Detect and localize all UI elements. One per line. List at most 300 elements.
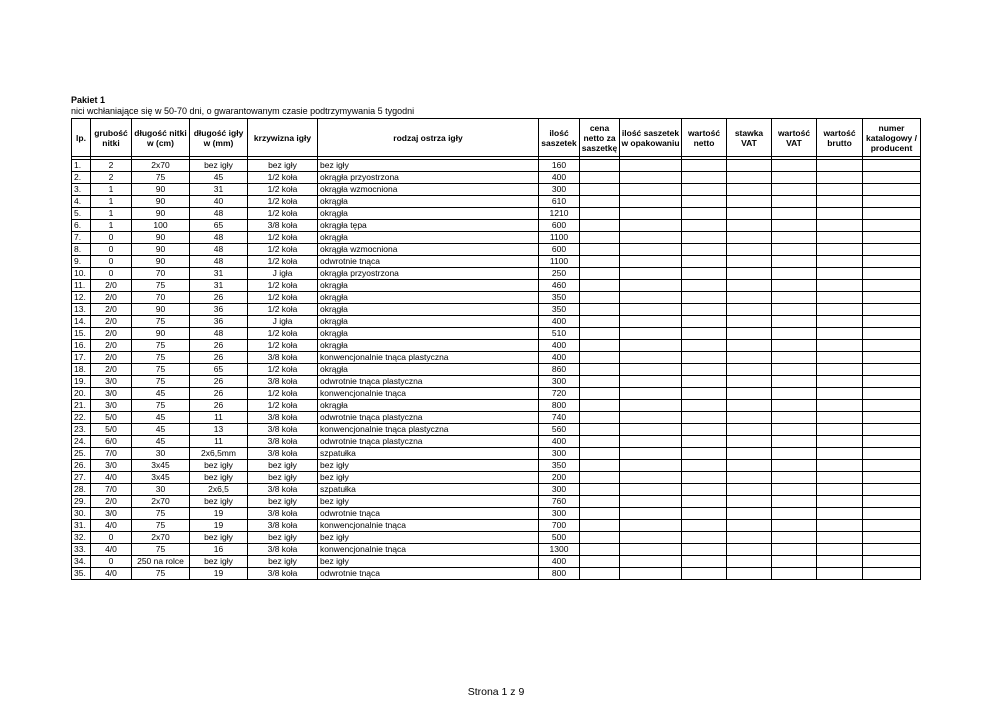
empty-cell (682, 232, 727, 244)
table-cell: 1210 (539, 208, 580, 220)
empty-cell (682, 400, 727, 412)
empty-cell (772, 244, 817, 256)
empty-cell (863, 532, 921, 544)
table-row (72, 208, 921, 220)
table-cell: 1/2 koła (248, 208, 318, 220)
empty-cell (620, 268, 682, 280)
table-cell: 13 (190, 424, 248, 436)
empty-cell (772, 316, 817, 328)
empty-cell (817, 400, 863, 412)
table-cell: 4/0 (91, 520, 132, 532)
empty-cell (682, 328, 727, 340)
empty-cell (863, 328, 921, 340)
table-cell: odwrotnie tnąca plastyczna (318, 412, 539, 424)
table-row (72, 292, 921, 304)
empty-cell (682, 316, 727, 328)
table-cell: 2/0 (91, 328, 132, 340)
price-table (71, 118, 921, 580)
empty-cell (817, 316, 863, 328)
table-row (72, 496, 921, 508)
empty-cell (727, 160, 772, 172)
table-cell: 70 (132, 292, 190, 304)
empty-cell (817, 544, 863, 556)
table-cell: 45 (132, 412, 190, 424)
empty-cell (772, 460, 817, 472)
header-stawka: stawka VAT (727, 119, 772, 157)
table-row (72, 412, 921, 424)
table-cell: 6/0 (91, 436, 132, 448)
table-cell: 1/2 koła (248, 292, 318, 304)
empty-cell (682, 256, 727, 268)
empty-cell (727, 448, 772, 460)
table-cell: 2/0 (91, 304, 132, 316)
table-cell: 1300 (539, 544, 580, 556)
table-cell: szpatułka (318, 484, 539, 496)
table-cell: odwrotnie tnąca (318, 256, 539, 268)
table-row (72, 256, 921, 268)
table-cell: 3/8 koła (248, 520, 318, 532)
empty-cell (817, 436, 863, 448)
empty-cell (772, 160, 817, 172)
table-cell: 1 (91, 196, 132, 208)
table-cell: bez igły (318, 556, 539, 568)
table-row (72, 316, 921, 328)
empty-cell (580, 436, 620, 448)
table-cell: 31. (72, 520, 91, 532)
table-cell: okrągła (318, 304, 539, 316)
table-cell: 32. (72, 532, 91, 544)
header-wartosc-brutto: wartość brutto (817, 119, 863, 157)
empty-cell (727, 304, 772, 316)
table-cell: 2/0 (91, 316, 132, 328)
empty-cell (772, 172, 817, 184)
empty-cell (727, 232, 772, 244)
table-cell: 1/2 koła (248, 256, 318, 268)
empty-cell (863, 184, 921, 196)
header-dlugosc-igly: długość igły w (mm) (190, 119, 248, 157)
empty-cell (727, 400, 772, 412)
empty-cell (620, 532, 682, 544)
empty-cell (620, 196, 682, 208)
table-cell: okrągła (318, 292, 539, 304)
empty-cell (863, 220, 921, 232)
table-cell: konwencjonalnie tnąca plastyczna (318, 424, 539, 436)
table-row (72, 544, 921, 556)
table-cell: 1/2 koła (248, 400, 318, 412)
empty-cell (772, 304, 817, 316)
table-cell: 1 (91, 208, 132, 220)
table-cell: 0 (91, 256, 132, 268)
empty-cell (620, 388, 682, 400)
empty-cell (727, 412, 772, 424)
empty-cell (682, 376, 727, 388)
empty-cell (620, 184, 682, 196)
empty-cell (682, 196, 727, 208)
table-cell: okrągła (318, 316, 539, 328)
table-cell: 1/2 koła (248, 232, 318, 244)
table-cell: 25. (72, 448, 91, 460)
empty-cell (727, 220, 772, 232)
empty-cell (620, 448, 682, 460)
empty-cell (620, 424, 682, 436)
empty-cell (620, 328, 682, 340)
table-cell: 19 (190, 508, 248, 520)
empty-cell (620, 508, 682, 520)
table-cell: 560 (539, 424, 580, 436)
empty-cell (863, 340, 921, 352)
empty-cell (580, 304, 620, 316)
table-cell: 1/2 koła (248, 184, 318, 196)
table-row (72, 172, 921, 184)
table-cell: 1/2 koła (248, 280, 318, 292)
empty-cell (817, 364, 863, 376)
empty-cell (580, 232, 620, 244)
table-row (72, 160, 921, 172)
table-cell: 30 (132, 484, 190, 496)
empty-cell (620, 340, 682, 352)
table-cell: 90 (132, 232, 190, 244)
table-cell: 7/0 (91, 448, 132, 460)
table-row (72, 424, 921, 436)
empty-cell (580, 208, 620, 220)
table-cell: 0 (91, 232, 132, 244)
empty-cell (620, 472, 682, 484)
empty-cell (817, 556, 863, 568)
empty-cell (620, 544, 682, 556)
table-cell: 28. (72, 484, 91, 496)
table-cell: 90 (132, 244, 190, 256)
table-cell: 26 (190, 292, 248, 304)
table-cell: 26. (72, 460, 91, 472)
empty-cell (817, 460, 863, 472)
table-cell: 14. (72, 316, 91, 328)
empty-cell (863, 268, 921, 280)
table-cell: odwrotnie tnąca (318, 568, 539, 580)
empty-cell (682, 472, 727, 484)
table-cell: 48 (190, 244, 248, 256)
empty-cell (727, 364, 772, 376)
table-cell: 2/0 (91, 364, 132, 376)
table-cell: 3x45 (132, 460, 190, 472)
table-cell: 8. (72, 244, 91, 256)
table-cell: 160 (539, 160, 580, 172)
table-cell: 2/0 (91, 340, 132, 352)
table-cell: okrągła (318, 280, 539, 292)
table-cell: 36 (190, 304, 248, 316)
table-cell: bez igły (190, 532, 248, 544)
empty-cell (817, 508, 863, 520)
empty-cell (580, 196, 620, 208)
empty-cell (682, 460, 727, 472)
table-cell: 400 (539, 352, 580, 364)
empty-cell (817, 268, 863, 280)
table-cell: bez igły (248, 160, 318, 172)
table-row (72, 244, 921, 256)
empty-cell (620, 244, 682, 256)
table-cell: konwencjonalnie tnąca plastyczna (318, 352, 539, 364)
table-cell: odwrotnie tnąca plastyczna (318, 376, 539, 388)
empty-cell (727, 268, 772, 280)
empty-cell (772, 208, 817, 220)
empty-cell (863, 460, 921, 472)
empty-cell (682, 280, 727, 292)
empty-cell (727, 568, 772, 580)
empty-cell (580, 532, 620, 544)
table-cell: 11 (190, 436, 248, 448)
empty-cell (620, 376, 682, 388)
table-cell: 90 (132, 256, 190, 268)
empty-cell (682, 292, 727, 304)
table-cell: 26 (190, 340, 248, 352)
empty-cell (580, 268, 620, 280)
empty-cell (772, 280, 817, 292)
table-row (72, 340, 921, 352)
table-cell: bez igły (190, 556, 248, 568)
table-row (72, 184, 921, 196)
table-cell: 3/0 (91, 400, 132, 412)
empty-cell (620, 436, 682, 448)
empty-cell (863, 304, 921, 316)
empty-cell (727, 244, 772, 256)
empty-cell (727, 508, 772, 520)
table-cell: 45 (132, 424, 190, 436)
empty-cell (580, 412, 620, 424)
empty-cell (863, 256, 921, 268)
table-cell: 1 (91, 184, 132, 196)
table-cell: 3/0 (91, 508, 132, 520)
table-cell: 610 (539, 196, 580, 208)
table-cell: 70 (132, 268, 190, 280)
header-dlugosc-nitki: długość nitki w (cm) (132, 119, 190, 157)
empty-cell (620, 256, 682, 268)
table-cell: bez igły (318, 160, 539, 172)
table-cell: 75 (132, 352, 190, 364)
table-cell: 2. (72, 172, 91, 184)
table-body (72, 160, 921, 580)
table-row (72, 448, 921, 460)
table-cell: 7/0 (91, 484, 132, 496)
table-row (72, 472, 921, 484)
table-row (72, 364, 921, 376)
table-cell: 0 (91, 268, 132, 280)
empty-cell (580, 328, 620, 340)
empty-cell (580, 172, 620, 184)
empty-cell (682, 412, 727, 424)
table-row (72, 520, 921, 532)
table-cell: 7. (72, 232, 91, 244)
empty-cell (863, 208, 921, 220)
empty-cell (817, 472, 863, 484)
empty-cell (817, 196, 863, 208)
table-cell: 1100 (539, 256, 580, 268)
empty-cell (727, 376, 772, 388)
table-cell: 0 (91, 244, 132, 256)
empty-cell (580, 508, 620, 520)
table-cell: konwencjonalnie tnąca (318, 544, 539, 556)
empty-cell (682, 436, 727, 448)
empty-cell (580, 556, 620, 568)
table-cell: 11 (190, 412, 248, 424)
table-cell: 3/0 (91, 388, 132, 400)
header-ilosc-opak: ilość saszetek w opakowaniu (620, 119, 682, 157)
empty-cell (817, 256, 863, 268)
table-row (72, 436, 921, 448)
table-cell: J igła (248, 268, 318, 280)
table-cell: 45 (132, 388, 190, 400)
empty-cell (727, 556, 772, 568)
table-cell: 23. (72, 424, 91, 436)
empty-cell (772, 388, 817, 400)
table-cell: 400 (539, 340, 580, 352)
table-cell: bez igły (248, 460, 318, 472)
empty-cell (682, 184, 727, 196)
table-cell: 600 (539, 220, 580, 232)
empty-cell (863, 436, 921, 448)
empty-cell (727, 532, 772, 544)
empty-cell (727, 184, 772, 196)
empty-cell (682, 364, 727, 376)
table-cell: 36 (190, 316, 248, 328)
table-cell: 4/0 (91, 544, 132, 556)
empty-cell (727, 256, 772, 268)
table-cell: okrągła (318, 340, 539, 352)
table-cell: 2 (91, 172, 132, 184)
table-cell: 3/8 koła (248, 424, 318, 436)
table-cell: okrągła tępa (318, 220, 539, 232)
empty-cell (620, 220, 682, 232)
table-cell: 75 (132, 172, 190, 184)
table-cell: okrągła (318, 400, 539, 412)
table-cell: 12. (72, 292, 91, 304)
table-cell: 2/0 (91, 352, 132, 364)
empty-cell (772, 568, 817, 580)
table-cell: 75 (132, 316, 190, 328)
empty-cell (727, 424, 772, 436)
empty-cell (772, 352, 817, 364)
table-cell: 600 (539, 244, 580, 256)
table-cell: bez igły (190, 496, 248, 508)
table-cell: 1. (72, 160, 91, 172)
empty-cell (580, 448, 620, 460)
empty-cell (620, 208, 682, 220)
table-cell: 75 (132, 376, 190, 388)
empty-cell (580, 256, 620, 268)
table-row (72, 460, 921, 472)
table-cell: 100 (132, 220, 190, 232)
table-cell: 250 na rolce (132, 556, 190, 568)
empty-cell (580, 364, 620, 376)
table-cell: 3x45 (132, 472, 190, 484)
table-cell: 800 (539, 400, 580, 412)
table-cell: 300 (539, 484, 580, 496)
empty-cell (580, 544, 620, 556)
table-cell: 2x70 (132, 160, 190, 172)
table-cell: 33. (72, 544, 91, 556)
empty-cell (863, 448, 921, 460)
empty-cell (772, 232, 817, 244)
empty-cell (817, 220, 863, 232)
table-cell: 3/8 koła (248, 544, 318, 556)
empty-cell (863, 316, 921, 328)
table-cell: okrągła przyostrzona (318, 268, 539, 280)
empty-cell (727, 352, 772, 364)
empty-cell (772, 364, 817, 376)
table-row (72, 532, 921, 544)
table-cell: 9. (72, 256, 91, 268)
empty-cell (620, 160, 682, 172)
empty-cell (727, 316, 772, 328)
table-cell: 90 (132, 184, 190, 196)
table-cell: 75 (132, 568, 190, 580)
table-cell: 19 (190, 568, 248, 580)
table-cell: 200 (539, 472, 580, 484)
empty-cell (772, 484, 817, 496)
empty-cell (620, 496, 682, 508)
empty-cell (620, 556, 682, 568)
empty-cell (682, 556, 727, 568)
empty-cell (772, 436, 817, 448)
empty-cell (682, 496, 727, 508)
empty-cell (863, 496, 921, 508)
table-cell: 48 (190, 256, 248, 268)
table-cell: 300 (539, 508, 580, 520)
empty-cell (580, 184, 620, 196)
empty-cell (772, 184, 817, 196)
empty-cell (682, 208, 727, 220)
empty-cell (580, 472, 620, 484)
table-cell: 2x70 (132, 532, 190, 544)
empty-cell (727, 340, 772, 352)
table-cell: 2/0 (91, 280, 132, 292)
table-cell: 29. (72, 496, 91, 508)
table-cell: 26 (190, 400, 248, 412)
empty-cell (817, 352, 863, 364)
table-cell: 16. (72, 340, 91, 352)
table-cell: 700 (539, 520, 580, 532)
table-cell: 65 (190, 220, 248, 232)
empty-cell (772, 496, 817, 508)
table-cell: bez igły (190, 472, 248, 484)
empty-cell (682, 268, 727, 280)
empty-cell (772, 544, 817, 556)
empty-cell (727, 460, 772, 472)
table-cell: 31 (190, 280, 248, 292)
empty-cell (727, 172, 772, 184)
table-cell: 48 (190, 208, 248, 220)
empty-cell (682, 508, 727, 520)
empty-cell (580, 388, 620, 400)
table-cell: 3/8 koła (248, 412, 318, 424)
table-cell: 350 (539, 304, 580, 316)
table-cell: 65 (190, 364, 248, 376)
empty-cell (727, 292, 772, 304)
empty-cell (772, 412, 817, 424)
table-cell: 75 (132, 280, 190, 292)
table-cell: 1/2 koła (248, 304, 318, 316)
empty-cell (772, 520, 817, 532)
table-cell: 75 (132, 520, 190, 532)
table-cell: konwencjonalnie tnąca (318, 388, 539, 400)
empty-cell (772, 508, 817, 520)
empty-cell (682, 340, 727, 352)
table-cell: bez igły (318, 532, 539, 544)
empty-cell (580, 280, 620, 292)
table-cell: odwrotnie tnąca (318, 508, 539, 520)
table-cell: 1100 (539, 232, 580, 244)
empty-cell (682, 532, 727, 544)
empty-cell (580, 376, 620, 388)
empty-cell (620, 352, 682, 364)
